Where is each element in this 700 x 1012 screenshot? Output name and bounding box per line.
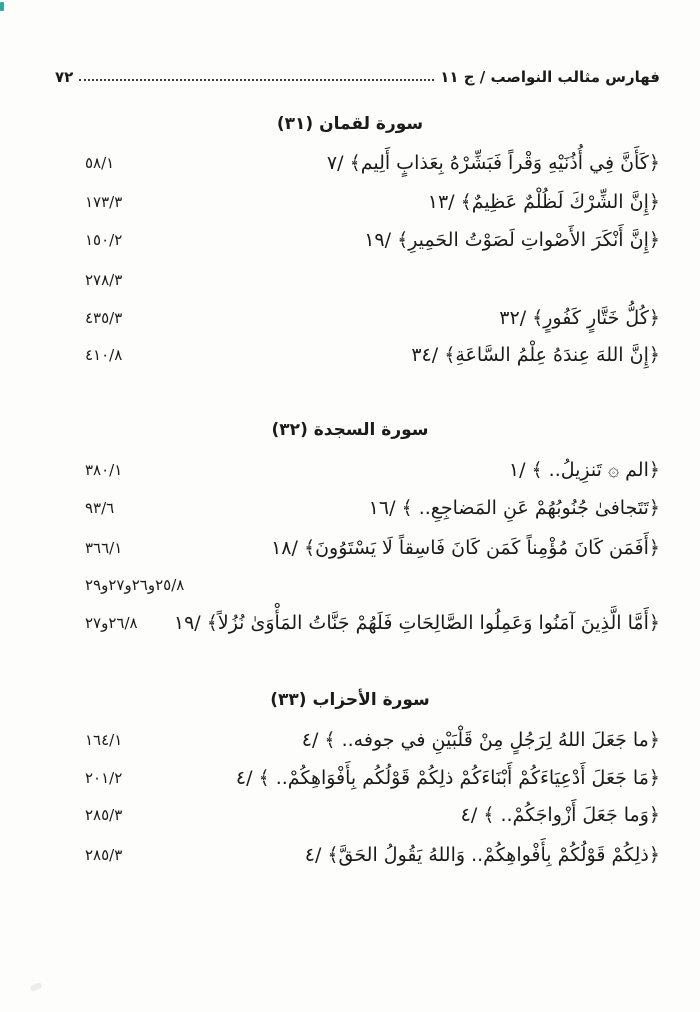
- page-ref: ١٦٤/١: [85, 731, 123, 749]
- page-ref: ٢٨٥/٣: [85, 806, 123, 824]
- index-row: [85, 720, 660, 760]
- index-row: [85, 450, 660, 490]
- verse-citation: ﴿ذلِكُمْ قَوْلُكُمْ بِأَفْواهِكُمْ.. وَاللهُ يَقُولُ الحَقَّ﴾ /٤: [304, 844, 660, 866]
- verse-citation: ﴿إِنَّ أَنْكَرَ الأَصْواتِ لَصَوْتُ الحَمِيرِ﴾ /١٩: [364, 229, 660, 251]
- verse-citation: ﴿تَتَجافىٰ جُنُوبُهُمْ عَنِ المَضاجِعِ.. ﴾ /١٦: [368, 497, 660, 519]
- verse-citation: ﴿إِنَّ الشِّرْكَ لَظُلْمٌ عَظِيمٌ﴾ /١٣: [427, 191, 660, 213]
- index-row: [85, 528, 660, 568]
- running-head-title: فهارس مثالب النواصب / ج ١١: [440, 68, 660, 86]
- verse-citation: ﴿أَفَمَن كَانَ مُؤْمِناً كَمَن كَانَ فَاسِقاً لَا يَسْتَوُونَ﴾ /١٨: [271, 537, 660, 559]
- page-ref: ٢٧٨/٣: [85, 271, 123, 289]
- index-row: [85, 335, 660, 375]
- sura-heading-sajdah: سورة السجدة (٣٢): [271, 420, 429, 440]
- verse-citation: ﴿كُلُّ خَتَّارٍ كَفُورٍ﴾ /٣٢: [499, 307, 660, 329]
- scan-smudge-artifact: [29, 982, 42, 993]
- index-row: [85, 298, 660, 338]
- verse-citation: ﴿وَما جَعَلَ أَزْواجَكُمْ.. ﴾ /٤: [460, 804, 660, 826]
- page-ref: ٢٥/٨و٢٦و٢٧و٢٩: [85, 576, 185, 594]
- index-row: [85, 220, 660, 260]
- index-row: [85, 182, 660, 222]
- index-row: [85, 565, 660, 605]
- page-ref: ١٧٣/٣: [85, 193, 123, 211]
- sura-heading-luqman: سورة لقمان (٣١): [276, 114, 424, 134]
- verse-citation: ﴿أَمَّا الَّذِينَ آمَنُوا وَعَمِلُوا الصَّالِحَاتِ فَلَهُمْ جَنَّاتُ المَأْوَىٰ نُزُلاً﴾ /١٩: [173, 612, 660, 634]
- index-row: [85, 143, 660, 183]
- page-ref: ٣٦٦/١: [85, 539, 123, 557]
- index-row: [85, 795, 660, 835]
- page-number: ٧٢: [55, 68, 74, 86]
- page-ref: ٢٦/٨و٢٧: [85, 614, 138, 632]
- page-ref: ٩٣/٦: [85, 499, 115, 517]
- page-ref: ١٥٠/٢: [85, 231, 123, 249]
- verse-citation: ﴿إِنَّ اللهَ عِندَهُ عِلْمُ السَّاعَةِ﴾ /٣٤: [411, 344, 660, 366]
- page-ref: ٢٠١/٢: [85, 769, 123, 787]
- index-row: [85, 488, 660, 528]
- sura-heading-ahzab: سورة الأحزاب (٣٣): [270, 690, 430, 710]
- index-row: [85, 260, 660, 300]
- page-ref: ٥٨/١: [85, 154, 115, 172]
- page-ref: ٤١٠/٨: [85, 346, 123, 364]
- dot-leader: [79, 79, 434, 81]
- verse-citation: ﴿مَا جَعَلَ أَدْعِيَاءَكُمْ أَبْنَاءَكُمْ ذلِكُمْ قَوْلُكُم بِأَفْوَاهِكُمْ.. ﴾ /٤: [235, 767, 660, 789]
- index-row: [85, 603, 660, 643]
- page-ref: ٣٨٠/١: [85, 461, 123, 479]
- index-row: [85, 758, 660, 798]
- page-ref: ٢٨٥/٣: [85, 846, 123, 864]
- verse-citation: ﴿ما جَعَلَ اللهُ لِرَجُلٍ مِنْ قَلْبَيْنِ في جوفه.. ﴾ /٤: [301, 729, 660, 751]
- verse-citation: ﴿كَأَنَّ فِي أُذُنَيْهِ وَقْراً فَبَشِّرْهُ بِعَذابٍ أَلِيم﴾ /٧: [326, 152, 660, 174]
- running-head: [55, 58, 660, 88]
- index-row: [85, 835, 660, 875]
- page-ref: ٤٣٥/٣: [85, 309, 123, 327]
- scan-edge-artifact: [0, 2, 4, 11]
- verse-citation: ﴿الم ۞ تَنزِيلُ.. ﴾ /١: [508, 459, 660, 481]
